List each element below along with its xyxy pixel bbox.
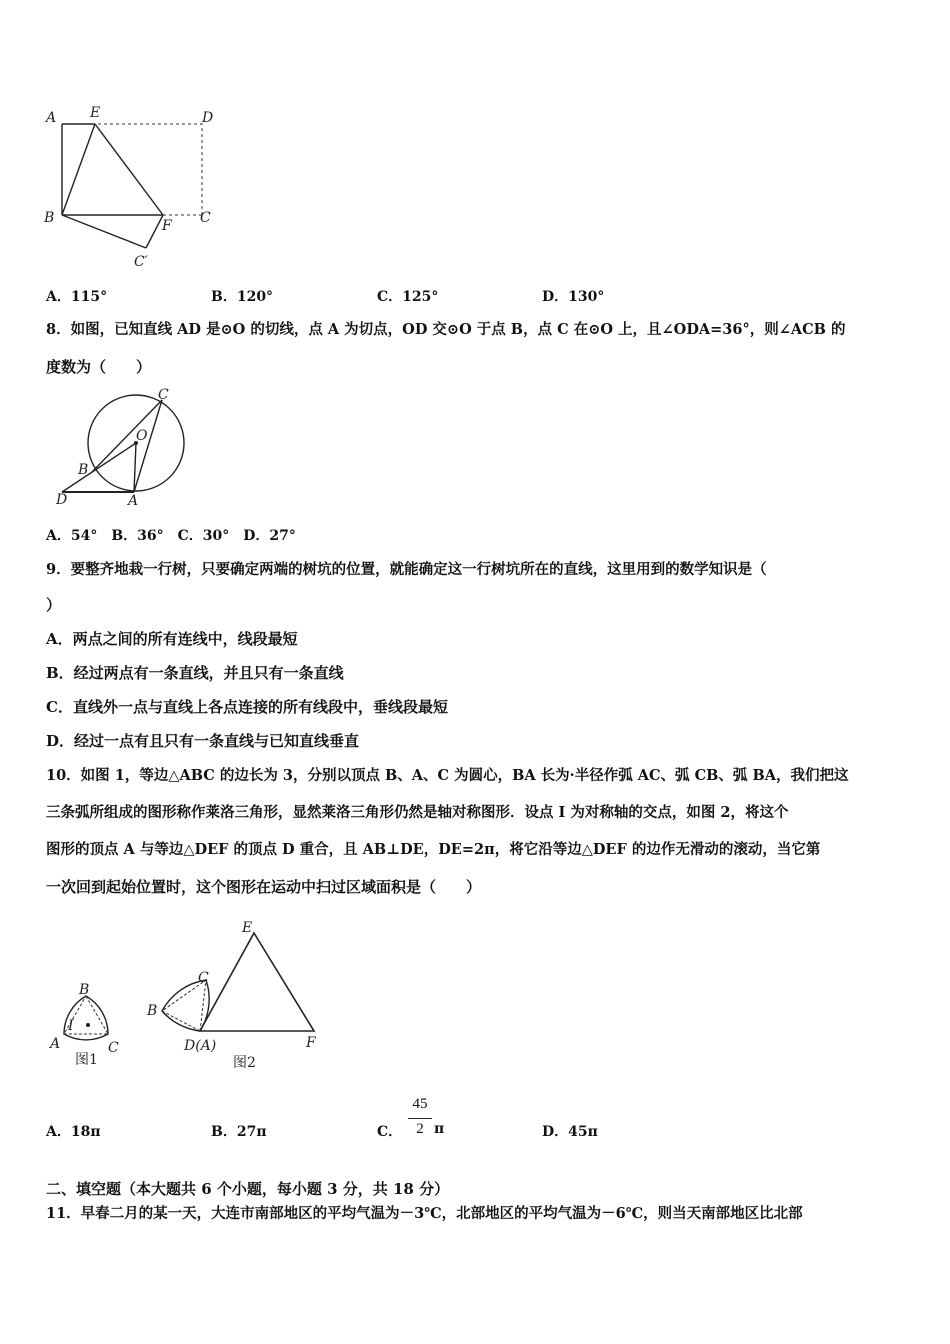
q9-option-a: A．两点之间的所有连线中，线段最短 (46, 630, 298, 648)
q7-option-a: A．115° (46, 289, 108, 305)
label-A: A (128, 493, 139, 507)
q10-stem-line3: 图形的顶点 A 与等边△DEF 的顶点 D 重合，且 AB⊥DE，DE=2π，将它沿等边△DEF 的边作无滑动的滚动，当它第 (46, 841, 821, 858)
fig2-label-F: F (306, 1035, 316, 1051)
label-F: F (162, 218, 172, 234)
label-C: C (158, 387, 169, 403)
fraction-bar (408, 1118, 432, 1119)
q8-stem-line2: 度数为（ ） (46, 358, 152, 376)
label-C: C (200, 210, 211, 226)
q9-stem-line2: ） (46, 596, 62, 614)
q10-option-c-suffix: π (434, 1121, 445, 1137)
q10-option-c-denominator: 2 (416, 1121, 424, 1137)
q9-option-b: B．经过两点有一条直线，并且只有一条直线 (46, 664, 344, 682)
label-O: O (136, 428, 148, 444)
q10-stem-line4: 一次回到起始位置时，这个图形在运动中扫过区域面积是（ ） (46, 878, 482, 896)
fig2-label-B: B (147, 1003, 158, 1019)
fig2-label-D: D(A) (184, 1038, 217, 1054)
q10-option-d: D．45π (542, 1124, 598, 1140)
q9-option-d: D．经过一点有且只有一条直线与已知直线垂直 (46, 732, 360, 750)
label-C-prime: C′ (134, 254, 148, 270)
q8-figure (52, 385, 192, 507)
label-D: D (202, 110, 214, 126)
q10-figure-1 (44, 980, 134, 1075)
q10-option-c-numerator: 45 (412, 1096, 428, 1112)
q10-figure-2 (140, 912, 325, 1077)
q10-option-c-prefix: C． (377, 1124, 403, 1140)
q7-option-c: C．125° (377, 289, 439, 305)
label-B: B (44, 210, 55, 226)
q10-stem-line2: 三条弧所组成的图形称作莱洛三角形，显然莱洛三角形仍然是轴对称图形．设点 I 为对称轴的交点，如图 2，将这个 (46, 804, 789, 821)
q7-option-b: B．120° (211, 289, 274, 305)
fig2-caption: 图2 (233, 1055, 256, 1071)
fig2-label-E: E (242, 920, 253, 936)
q9-stem-line1: 9．要整齐地栽一行树，只要确定两端的树坑的位置，就能确定这一行树坑所在的直线，这里用到的数学知识是（ (46, 561, 767, 578)
fig1-label-A: A (50, 1036, 61, 1052)
q8-options: A．54° B．36° C．30° D．27° (46, 528, 296, 544)
section-2-heading: 二、填空题（本大题共 6 个小题，每小题 3 分，共 18 分） (46, 1180, 450, 1198)
q7-option-d: D．130° (542, 289, 605, 305)
q10-option-a: A．18π (46, 1124, 101, 1140)
q9-option-c: C．直线外一点与直线上各点连接的所有线段中，垂线段最短 (46, 698, 448, 716)
q7-figure (40, 100, 230, 272)
label-B: B (78, 462, 89, 478)
fig1-label-C: C (108, 1040, 119, 1056)
fig2-label-C: C (198, 970, 209, 986)
label-D: D (56, 492, 68, 507)
label-A: A (46, 110, 57, 126)
label-E: E (90, 105, 101, 121)
q11-stem: 11．早春二月的某一天，大连市南部地区的平均气温为－3℃，北部地区的平均气温为－6℃，则当天南部地区比北部 (46, 1205, 803, 1222)
fig1-label-B: B (79, 982, 90, 998)
q8-stem-line1: 8．如图，已知直线 AD 是⊙O 的切线，点 A 为切点，OD 交⊙O 于点 B，点 C 在⊙O 上，且∠ODA=36°，则∠ACB 的 (46, 321, 846, 338)
fig1-caption: 图1 (75, 1052, 98, 1068)
q10-option-b: B．27π (211, 1124, 267, 1140)
q10-stem-line1: 10．如图 1，等边△ABC 的边长为 3，分别以顶点 B、A、C 为圆心，BA 长为·半径作弧 AC、弧 CB、弧 BA，我们把这 (46, 767, 849, 784)
fig1-label-I: I (68, 1018, 74, 1034)
